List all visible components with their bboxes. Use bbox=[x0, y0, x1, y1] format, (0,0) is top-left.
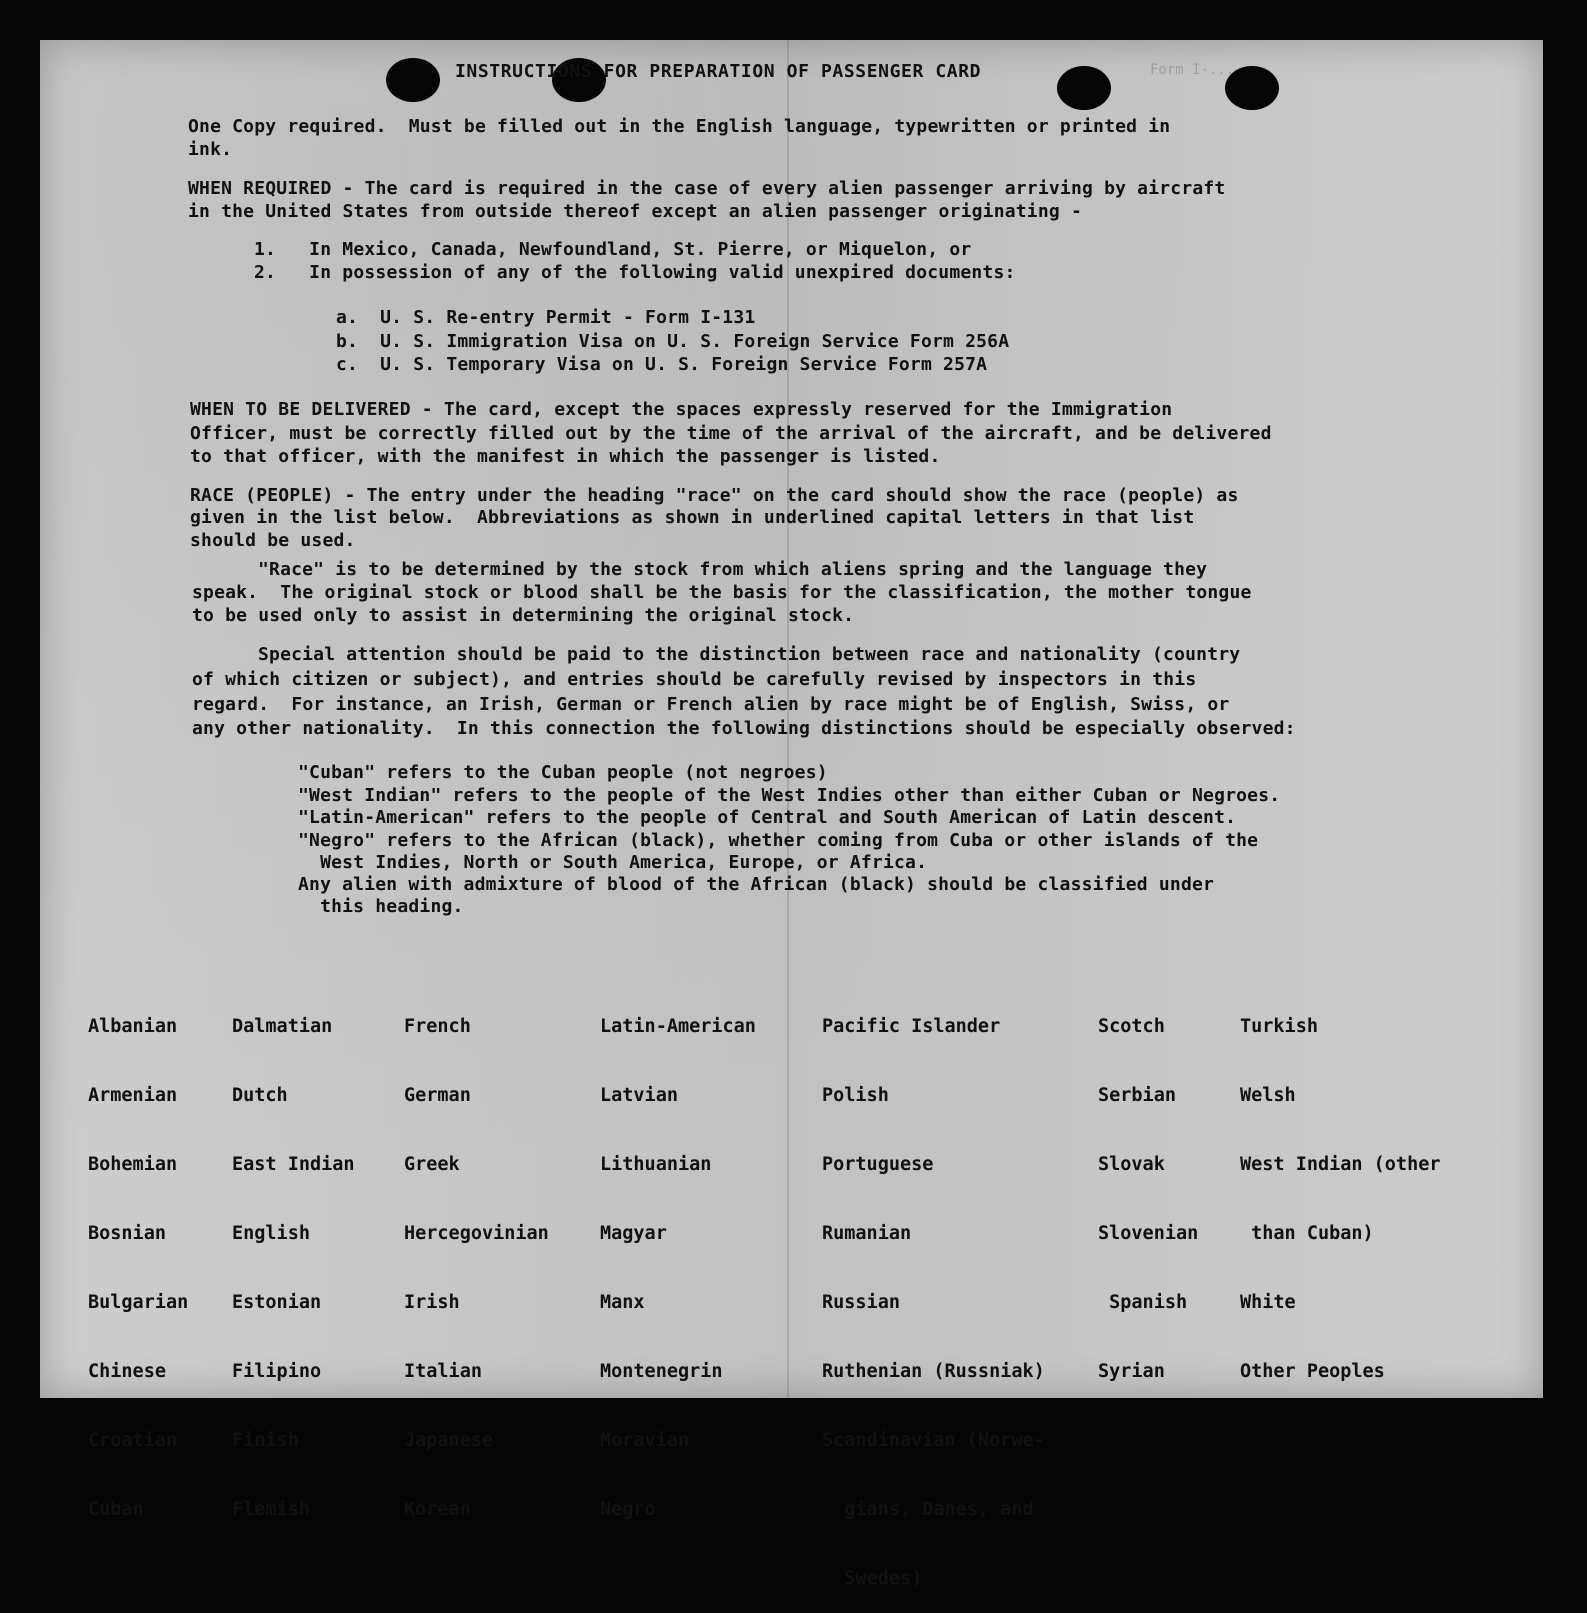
special-line: regard. For instance, an Irish, German or French alien by race might be of English, Swiss, or bbox=[192, 694, 1230, 715]
race-list-column-1 bbox=[88, 969, 188, 1544]
race-list-item: French bbox=[404, 1016, 471, 1037]
race-list-item: Lithuanian bbox=[600, 1154, 712, 1175]
corner-stamp: Form I-... bbox=[1150, 62, 1235, 78]
race-list-item: than Cuban) bbox=[1240, 1223, 1374, 1244]
race-list-item: West Indian (other bbox=[1240, 1154, 1441, 1175]
page-title: INSTRUCTIONS FOR PREPARATION OF PASSENGER CARD bbox=[455, 61, 982, 82]
race-list-item: Flemish bbox=[232, 1499, 310, 1520]
document-item: b. U. S. Immigration Visa on U. S. Foreign Service Form 256A bbox=[336, 331, 1010, 352]
when-required-line: in the United States from outside thereof except an alien passenger originating - bbox=[188, 201, 1082, 222]
race-list-item: Bulgarian bbox=[88, 1292, 189, 1313]
race-list-item: Swedes) bbox=[822, 1568, 923, 1589]
race-list-item: Slovak bbox=[1098, 1154, 1165, 1175]
race-list-item: Portuguese bbox=[822, 1154, 934, 1175]
document-item: a. U. S. Re-entry Permit - Form I-131 bbox=[336, 307, 756, 328]
race-list-item: Polish bbox=[822, 1085, 889, 1106]
race-list-item: Japanese bbox=[404, 1430, 494, 1451]
race-list-item: Latin-American bbox=[600, 1016, 756, 1037]
race-list-item: Dalmatian bbox=[232, 1016, 333, 1037]
distinction-line: "Cuban" refers to the Cuban people (not negroes) bbox=[298, 762, 828, 783]
race-list-item: Cuban bbox=[88, 1499, 144, 1520]
race-list-item: Montenegrin bbox=[600, 1361, 723, 1382]
origin-item: 2. In possession of any of the following valid unexpired documents: bbox=[254, 262, 1016, 283]
race-list-item: Chinese bbox=[88, 1361, 166, 1382]
race-list-item: Serbian bbox=[1098, 1085, 1176, 1106]
race-list-item: Hercegovinian bbox=[404, 1223, 549, 1244]
when-delivered-line: WHEN TO BE DELIVERED - The card, except the spaces expressly reserved for the Immigration bbox=[190, 399, 1173, 420]
document-item: c. U. S. Temporary Visa on U. S. Foreign Service Form 257A bbox=[336, 354, 988, 375]
race-line: RACE (PEOPLE) - The entry under the heading "race" on the card should show the race (people) as bbox=[190, 485, 1239, 506]
race-list-item: Pacific Islander bbox=[822, 1016, 1001, 1037]
race-list-column-5 bbox=[822, 969, 1045, 1613]
race-list-item: East Indian bbox=[232, 1154, 355, 1175]
race-list-item: Moravian bbox=[600, 1430, 690, 1451]
distinction-line: this heading. bbox=[298, 896, 464, 917]
origin-item: 1. In Mexico, Canada, Newfoundland, St. Pierre, or Miquelon, or bbox=[254, 239, 972, 260]
race-list-item: Ruthenian (Russniak) bbox=[822, 1361, 1045, 1382]
race-list-item: Filipino bbox=[232, 1361, 322, 1382]
distinction-line: Any alien with admixture of blood of the African (black) should be classified under bbox=[298, 874, 1215, 895]
race-list-item: Armenian bbox=[88, 1085, 178, 1106]
intro-line: ink. bbox=[188, 139, 233, 160]
race-definition-line: "Race" is to be determined by the stock from which aliens spring and the language they bbox=[258, 559, 1208, 580]
race-list-item: Slovenian bbox=[1098, 1223, 1199, 1244]
race-list-item: Italian bbox=[404, 1361, 482, 1382]
distinction-line: "West Indian" refers to the people of the West Indies other than either Cuban or Negroes. bbox=[298, 785, 1281, 806]
race-list-item: Bohemian bbox=[88, 1154, 178, 1175]
race-list-item: Syrian bbox=[1098, 1361, 1165, 1382]
race-list-item: Irish bbox=[404, 1292, 460, 1313]
race-list-item: Turkish bbox=[1240, 1016, 1318, 1037]
distinction-line: West Indies, North or South America, Europe, or Africa. bbox=[298, 852, 928, 873]
race-list-column-2 bbox=[232, 969, 355, 1544]
race-list-item: Bosnian bbox=[88, 1223, 166, 1244]
punch-hole bbox=[1057, 66, 1111, 110]
distinction-line: "Negro" refers to the African (black), whether coming from Cuba or other islands of the bbox=[298, 830, 1259, 851]
race-list-column-4 bbox=[600, 969, 756, 1544]
race-line: should be used. bbox=[190, 530, 356, 551]
race-list-item: Korean bbox=[404, 1499, 471, 1520]
race-list-item: English bbox=[232, 1223, 310, 1244]
race-list-item: Welsh bbox=[1240, 1085, 1296, 1106]
race-list-item: Greek bbox=[404, 1154, 460, 1175]
race-definition-line: to be used only to assist in determining the original stock. bbox=[192, 605, 855, 626]
race-list-item: Estonian bbox=[232, 1292, 322, 1313]
race-list-item: Negro bbox=[600, 1499, 656, 1520]
race-definition-line: speak. The original stock or blood shall be the basis for the classification, the mother tongue bbox=[192, 582, 1252, 603]
special-line: any other nationality. In this connection the following distinctions should be especially observed: bbox=[192, 718, 1296, 739]
race-list-item: Croatian bbox=[88, 1430, 178, 1451]
race-list-item: Magyar bbox=[600, 1223, 667, 1244]
race-list-item: Albanian bbox=[88, 1016, 178, 1037]
race-list-item: Latvian bbox=[600, 1085, 678, 1106]
when-delivered-line: to that officer, with the manifest in which the passenger is listed. bbox=[190, 446, 941, 467]
when-required-line: WHEN REQUIRED - The card is required in the case of every alien passenger arriving by aircraft bbox=[188, 178, 1226, 199]
race-list-item: Manx bbox=[600, 1292, 645, 1313]
race-line: given in the list below. Abbreviations as shown in underlined capital letters in that list bbox=[190, 507, 1195, 528]
special-line: of which citizen or subject), and entries should be carefully revised by inspectors in this bbox=[192, 669, 1197, 690]
race-list-column-3 bbox=[404, 969, 549, 1544]
race-list-item: Finish bbox=[232, 1430, 299, 1451]
special-line: Special attention should be paid to the distinction between race and nationality (country bbox=[258, 644, 1241, 665]
punch-hole bbox=[386, 58, 440, 102]
race-list-item: Other Peoples bbox=[1240, 1361, 1385, 1382]
when-delivered-line: Officer, must be correctly filled out by the time of the arrival of the aircraft, and be delivered bbox=[190, 423, 1272, 444]
race-list-item: German bbox=[404, 1085, 471, 1106]
race-list-column-6 bbox=[1098, 969, 1198, 1406]
distinction-line: "Latin-American" refers to the people of Central and South American of Latin descent. bbox=[298, 807, 1237, 828]
race-list-item: Dutch bbox=[232, 1085, 288, 1106]
intro-line: One Copy required. Must be filled out in the English language, typewritten or printed in bbox=[188, 116, 1171, 137]
race-list-item: gians, Danes, and bbox=[822, 1499, 1034, 1520]
race-list-item: Russian bbox=[822, 1292, 900, 1313]
race-list-item: Spanish bbox=[1098, 1292, 1188, 1313]
race-list-item: White bbox=[1240, 1292, 1296, 1313]
race-list-column-7 bbox=[1240, 969, 1440, 1406]
race-list-item: Scandinavian (Norwe- bbox=[822, 1430, 1045, 1451]
race-list-item: Rumanian bbox=[822, 1223, 912, 1244]
race-list-item: Scotch bbox=[1098, 1016, 1165, 1037]
